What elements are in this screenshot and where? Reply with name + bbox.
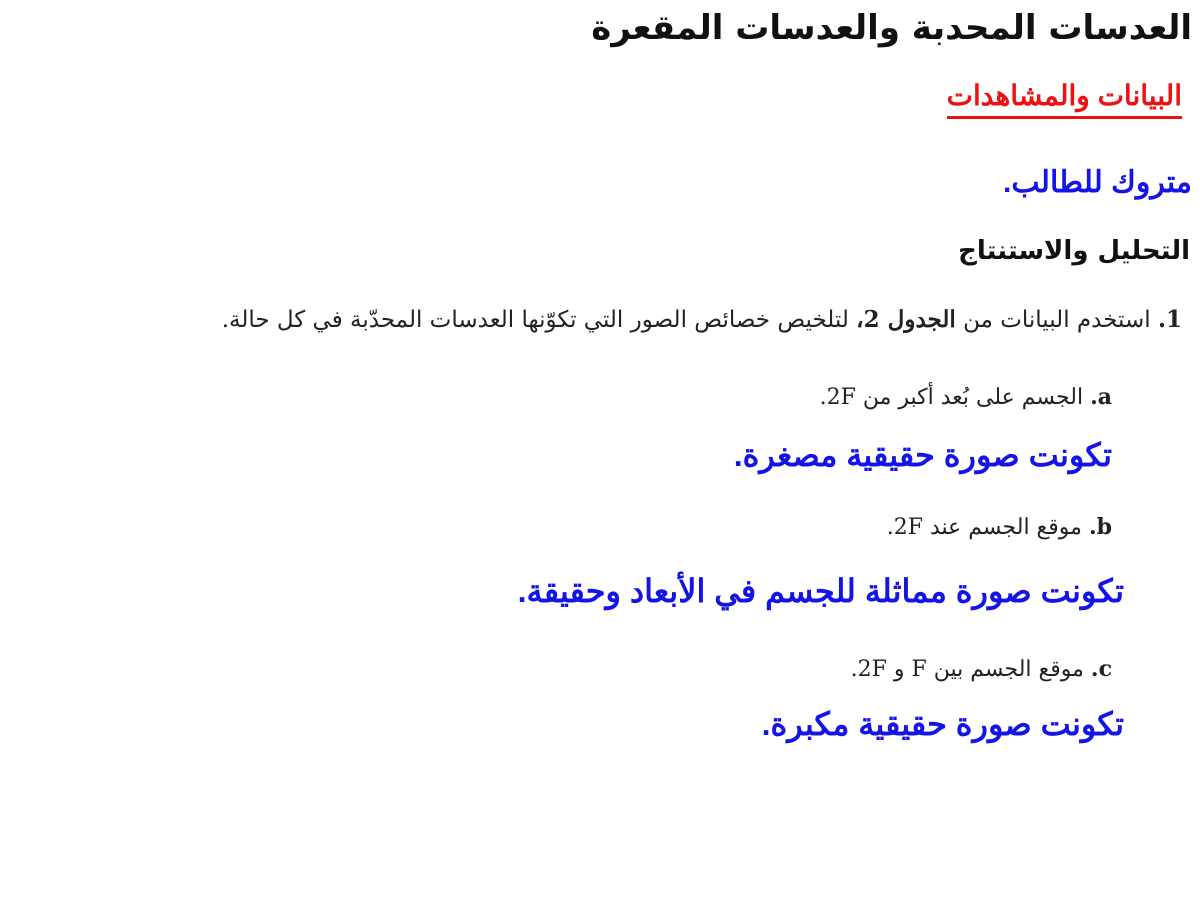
item-prompt-text: الجسم على بُعد أكبر من 2F.: [819, 385, 1084, 410]
item-c-prompt: [851, 656, 1112, 682]
item-letter: b.: [1088, 514, 1112, 540]
page-title: العدسات المحدبة والعدسات المقعرة: [591, 8, 1192, 48]
question-text-after: لتلخيص خصائص الصور التي تكوّنها العدسات المحدّبة في كل حالة.: [221, 307, 849, 333]
analysis-heading: التحليل والاستنتاج: [958, 236, 1190, 266]
question-text-before: استخدم البيانات من: [963, 307, 1151, 333]
item-a-prompt: [820, 384, 1112, 410]
section-heading-data: البيانات والمشاهدات: [947, 78, 1182, 119]
item-b-prompt: [887, 514, 1112, 540]
item-prompt-text: موقع الجسم عند 2F.: [886, 515, 1082, 540]
question-table-ref: الجدول 2،: [856, 306, 956, 333]
question-1: [222, 306, 1182, 333]
question-number: 1.: [1157, 306, 1182, 333]
item-prompt-text: موقع الجسم بين F و 2F.: [850, 657, 1084, 682]
item-c-answer: تكونت صورة حقيقية مكبرة.: [761, 706, 1124, 742]
item-a-answer: تكونت صورة حقيقية مصغرة.: [733, 437, 1112, 473]
item-letter: a.: [1090, 384, 1112, 410]
item-b-answer: تكونت صورة مماثلة للجسم في الأبعاد وحقيقة.: [517, 573, 1124, 609]
student-note: متروك للطالب.: [1003, 166, 1192, 199]
item-letter: c.: [1090, 656, 1112, 682]
